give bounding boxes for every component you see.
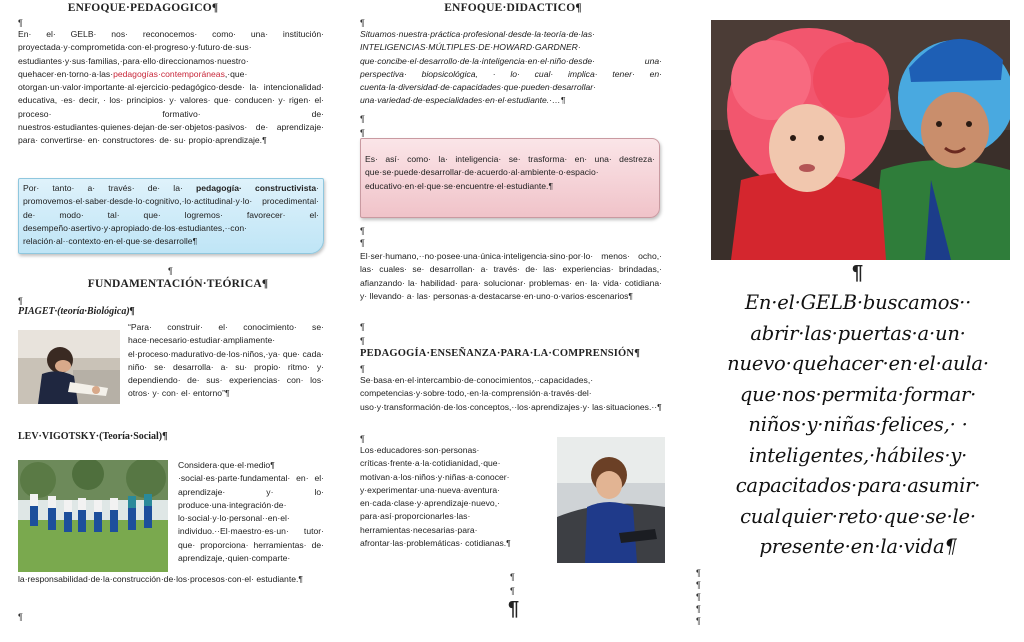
column-middle: [358, 0, 664, 642]
pilcrow: ¶: [360, 364, 365, 374]
pilcrow: ¶: [360, 226, 365, 236]
photo-children-playground: [18, 460, 168, 572]
callout-inteligencia: [360, 138, 660, 218]
pilcrow: ¶: [360, 336, 365, 346]
paragraph-comprension: Se·basa·en·el·intercambio·de·conocimientos,··capacidades,· competencias·y·sobre·todo,·en·la·comprensión·a·través·del· uso·y·transformación·de·los·conceptos,··los·aprendizajes·y· las·situaciones.··¶: [360, 375, 662, 412]
photo-children-playground-image: [18, 460, 168, 572]
paragraph-enfoque-didactico: Situamos·nuestra·práctica·profesional·desde·la·teoría·de·las· INTELIGENCIAS·MÚLTIPLES·DE·HOWARD·GARDNER· que·concibe·el·desarrollo·de·la·inteligencia·en·el·niño·desde· una· perspectiva· biopsicológica, · lo· cual· implica· tener· en· cuenta·la·diversidad·de·capacidades·que·pueden·desarrollar· una·variedad·de·especialidades·en·el·estudiante.·…¶: [360, 29, 662, 106]
photo-child-writing-image: [18, 330, 120, 404]
vigotsky-title: LEV·VIGOTSKY·(Teoría·Social)¶: [18, 431, 168, 442]
highlight-pedagogias: pedagogías·contemporáneas: [113, 68, 225, 79]
pilcrow: ¶: [360, 128, 365, 138]
column-right: [696, 0, 1024, 642]
pilcrow: ¶: [360, 322, 365, 332]
closing-quote: En·el·GELB·buscamos·· abrir·las·puertas·a·un· nuevo·quehacer·en·el·aula· que·nos·permita·formar· niños·y·niñas·felices,· · inteligentes,·hábiles·y· capacitados·para·asumir· cualquier·reto·que·se·le· presente·en·la·vida¶: [727, 291, 989, 558]
pilcrow: ¶: [18, 296, 23, 306]
pilcrow: ¶: [696, 616, 701, 626]
pilcrow: ¶: [510, 586, 515, 596]
callout-text: Por· tanto· a· través· de· la· pedagogía· constructivista· promovemos·el·saber·desde·lo·cognitivo,·lo·actitudinal·y·lo· procedimental· de· modo· tal· que· logremos· favorecer· el· desempeño·asertivo·y·apropiado·de·los·estudiantes,··con· relación·al··contexto·en·el·que·se·desarrolle¶: [23, 183, 319, 247]
pilcrow: ¶: [696, 568, 701, 578]
vigotsky-text-tail: la·responsabilidad·de·la·construcción·de·los·procesos·con·el· estudiante.¶: [18, 574, 304, 584]
paragraph-enfoque-pedagogico: En· el· GELB· nos· reconocemos· como· una· institución· proyectada·y·comprometida·con·el·progreso·y·futuro·de·sus· estudiantes·y·sus·familias,·para·ello·direccionamos·nuestro· quehacer·en·torno·a·las·pedagogías·contemporáneas,·que· otorgan·un·valor·importante·al·ejercicio·pedagógico·desde· la· intencionalidad· educativa, ·es· decir, · los· principios· y· valores· que· conducen· y· rigen· el· proceso· formativo· de· nuestros·estudiantes·quienes·dejan·de·ser·objetos·pasivos· de· aprendizaje· para· convertirse· en· constructores· de· su· propio·aprendizaje.¶: [18, 29, 324, 146]
pilcrow: ¶: [360, 114, 365, 124]
callout-constructivista: [18, 178, 324, 254]
pilcrow: ¶: [18, 612, 23, 622]
pilcrow: ¶: [696, 580, 701, 590]
pilcrow: ¶: [360, 434, 365, 444]
pilcrow: ¶: [18, 18, 23, 28]
photo-children-costumes: [711, 20, 1010, 260]
vigotsky-text: Considera·que·el·medio¶ ·social·es·parte·fundamental· en· el· aprendizaje· y· lo· produce·una·integración·de· lo·social·y·lo·personal··en·el· individuo.··El·maestro·es·un· tutor· que· proporciona· herramientas· de· aprendizaje,·quien·comparte·: [178, 460, 324, 564]
callout-inteligencia-text: Es· así· como· la· inteligencia· se· trasforma· en· una· destreza· que·se·puede·desarrollar·de·acuerdo·al·ambiente·o·espacio· educativo·en·el·que·se·encuentre·el·estudiante.¶: [365, 154, 655, 191]
paragraph-ser-humano: El·ser·humano,··no·posee·una·única·inteligencia·sino·por·lo· menos· ocho,· las· cuales· se· desarrollan· a· través· de· las· experiencias· brindadas,· afianzando· la· habilidad· para· solucionar· problemas· en· la· vida· cotidiana· y· llevando· a· las· personas·a·destacarse·en·uno·o·varios·escenarios¶: [360, 251, 662, 301]
piaget-quote: “Para· construir· el· conocimiento· se· hace·necesario·estudiar·ampliamente· el·proceso·madurativo·de·los·niños,·ya· que· cada· niño· se· desarrolla· a· su· propio· ritmo· y· dependiendo· de· sus· experiencias· con· los· otros· y· con· el· entorno”¶: [128, 322, 324, 399]
pilcrow: ¶: [696, 604, 701, 614]
heading-fundamentacion: FUNDAMENTACIÓN·TEÓRICA¶: [87, 278, 269, 290]
column-left: [18, 0, 328, 642]
photo-child-car-image: [557, 437, 665, 563]
pilcrow-large: ¶: [852, 262, 864, 284]
photo-child-car: [557, 437, 665, 563]
heading-pedagogia-comprension: PEDAGOGÍA·ENSEÑANZA·PARA·LA·COMPRENSIÓN¶: [360, 348, 641, 359]
pilcrow: ¶: [168, 266, 173, 276]
pilcrow: ¶: [510, 572, 515, 582]
heading-enfoque-didactico: ENFOQUE·DIDACTICO¶: [444, 2, 582, 14]
pilcrow: ¶: [696, 592, 701, 602]
pilcrow: ¶: [360, 238, 365, 248]
paragraph-educadores: Los·educadores·son·personas· críticas·frente·a·la·cotidianidad,·que· motivan·a·los·niños·y·niñas·a·conocer· y·experimentar·una·nueva·aventura· en·cada·clase·y·aprendizaje·nuevo,· para·así·proporcionarles·las· herramientas·necesarias·para· afrontar·las·problemáticas· cotidianas.¶: [360, 445, 511, 549]
photo-child-writing: [18, 330, 120, 404]
heading-enfoque-pedagogico: ENFOQUE·PEDAGOGICO¶: [67, 2, 219, 14]
pilcrow: ¶: [360, 18, 365, 28]
photo-children-costumes-image: [711, 20, 1010, 260]
piaget-title: PIAGET·(teoría·Biológica)¶: [18, 306, 135, 317]
pilcrow-large: ¶: [508, 598, 520, 620]
